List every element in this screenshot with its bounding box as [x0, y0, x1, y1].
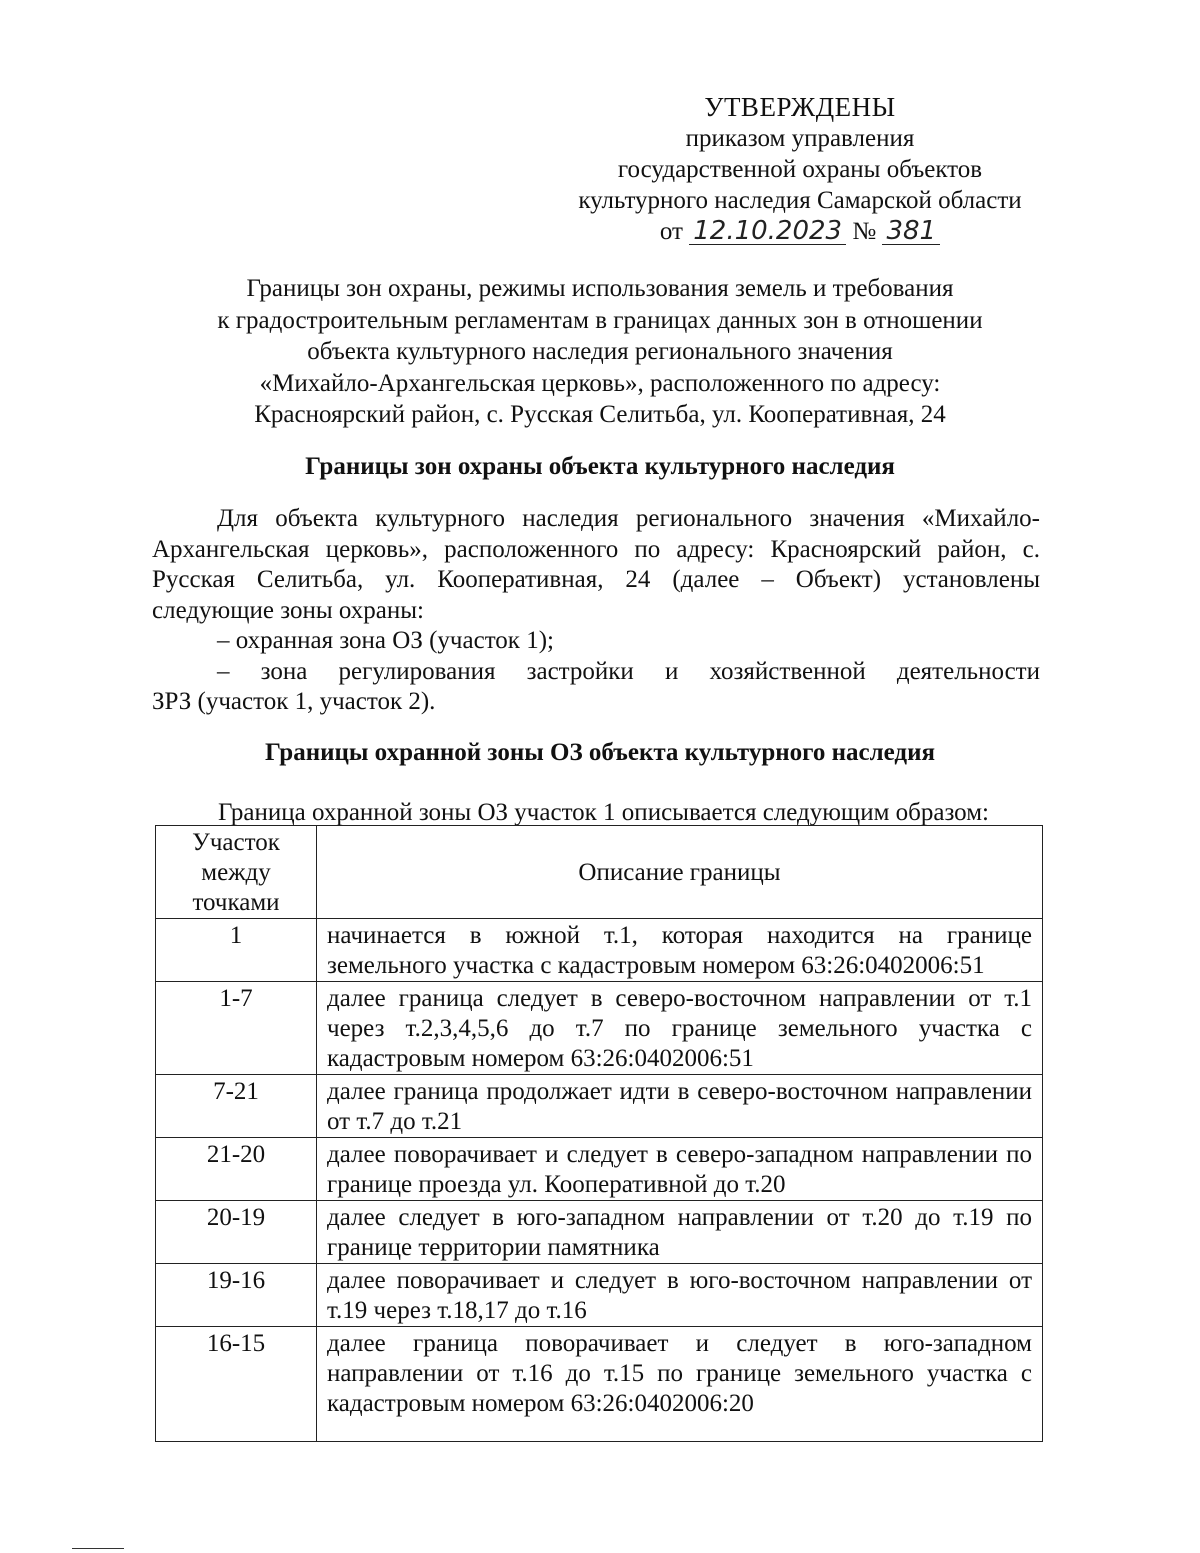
segment-cell: 21-20: [156, 1138, 317, 1201]
approval-date-number-line: [560, 216, 1040, 247]
number-label: №: [852, 218, 877, 245]
table-row: [156, 1138, 1043, 1201]
footer-rule: [72, 1548, 124, 1549]
segment-cell: 19-16: [156, 1264, 317, 1327]
table-row: [156, 919, 1043, 982]
zone-item-rz-line-1: – зона регулирования застройки и хозяйственной деятельности: [217, 657, 1040, 685]
header-description: Описание границы: [317, 826, 1043, 919]
from-label: от: [659, 218, 683, 245]
segment-cell: 7-21: [156, 1075, 317, 1138]
handwritten-number: 381: [882, 218, 940, 245]
description-cell: далее граница поворачивает и следует в юго-западном направлении от т.16 до т.15 по границе земельного участка с кадастровым номером 63:26:0402006:20: [317, 1327, 1043, 1442]
approval-line-1: приказом управления: [685, 125, 915, 152]
table-row: [156, 982, 1043, 1075]
table-row: [156, 1264, 1043, 1327]
approval-line-3: культурного наследия Самарской области: [578, 187, 1022, 214]
table-row: [156, 1201, 1043, 1264]
section-heading-oz: Границы охранной зоны ОЗ объекта культурного наследия: [264, 739, 936, 766]
table-row: [156, 1075, 1043, 1138]
approval-line-2: государственной охраны объектов: [617, 156, 983, 183]
table-row: [156, 1327, 1043, 1442]
segment-cell: 1-7: [156, 982, 317, 1075]
approval-block: [560, 92, 1040, 247]
description-cell: далее граница продолжает идти в северо-восточном направлении от т.7 до т.21: [317, 1075, 1043, 1138]
title-line-2: к градостроительным регламентам в границах данных зон в отношении: [217, 306, 983, 334]
zones-paragraph: Для объекта культурного наследия регионального значения «Михайло-Архангельская церковь», расположенного по адресу: Красноярский район, с. Русская Селитьба, ул. Кооперативная, 24 (далее – Объект) установлены следующие зоны охраны:: [152, 505, 1040, 624]
description-cell: начинается в южной т.1, которая находится на границе земельного участка с кадастровым номером 63:26:0402006:51: [317, 919, 1043, 982]
document-title: [150, 273, 1050, 431]
table-intro: Граница охранной зоны ОЗ участок 1 описывается следующим образом:: [218, 799, 989, 826]
segment-cell: 20-19: [156, 1201, 317, 1264]
approval-heading: УТВЕРЖДЕНЫ: [704, 92, 896, 122]
handwritten-date: 12.10.2023: [689, 218, 846, 245]
description-cell: далее поворачивает и следует в юго-восточном направлении от т.19 через т.18,17 до т.16: [317, 1264, 1043, 1327]
zones-paragraph-block: [152, 504, 1040, 718]
title-line-4: «Михайло-Архангельская церковь», расположенного по адресу:: [259, 369, 941, 397]
title-line-5: Красноярский район, с. Русская Селитьба, ул. Кооперативная, 24: [254, 401, 946, 428]
section-heading-zones: Границы зон охраны объекта культурного наследия: [305, 453, 895, 480]
description-cell: далее поворачивает и следует в северо-западном направлении по границе проезда ул. Кооперативной до т.20: [317, 1138, 1043, 1201]
title-line-3: объекта культурного наследия регионального значения: [307, 338, 893, 365]
segment-cell: 1: [156, 919, 317, 982]
segment-cell: 16-15: [156, 1327, 317, 1442]
boundary-table: [155, 825, 1043, 1442]
description-cell: далее следует в юго-западном направлении от т.20 до т.19 по границе территории памятника: [317, 1201, 1043, 1264]
table-header-row: [156, 826, 1043, 919]
title-line-1: Границы зон охраны, режимы использования земель и требования: [246, 275, 954, 302]
description-cell: далее граница следует в северо-восточном направлении от т.1 через т.2,3,4,5,6 до т.7 по границе земельного участка с кадастровым номером 63:26:0402006:51: [317, 982, 1043, 1075]
header-segment: Участок между точками: [156, 826, 317, 919]
zone-item-oz: – охранная зона ОЗ (участок 1);: [217, 627, 554, 654]
zone-item-rz-line-2: ЗРЗ (участок 1, участок 2).: [152, 688, 436, 715]
